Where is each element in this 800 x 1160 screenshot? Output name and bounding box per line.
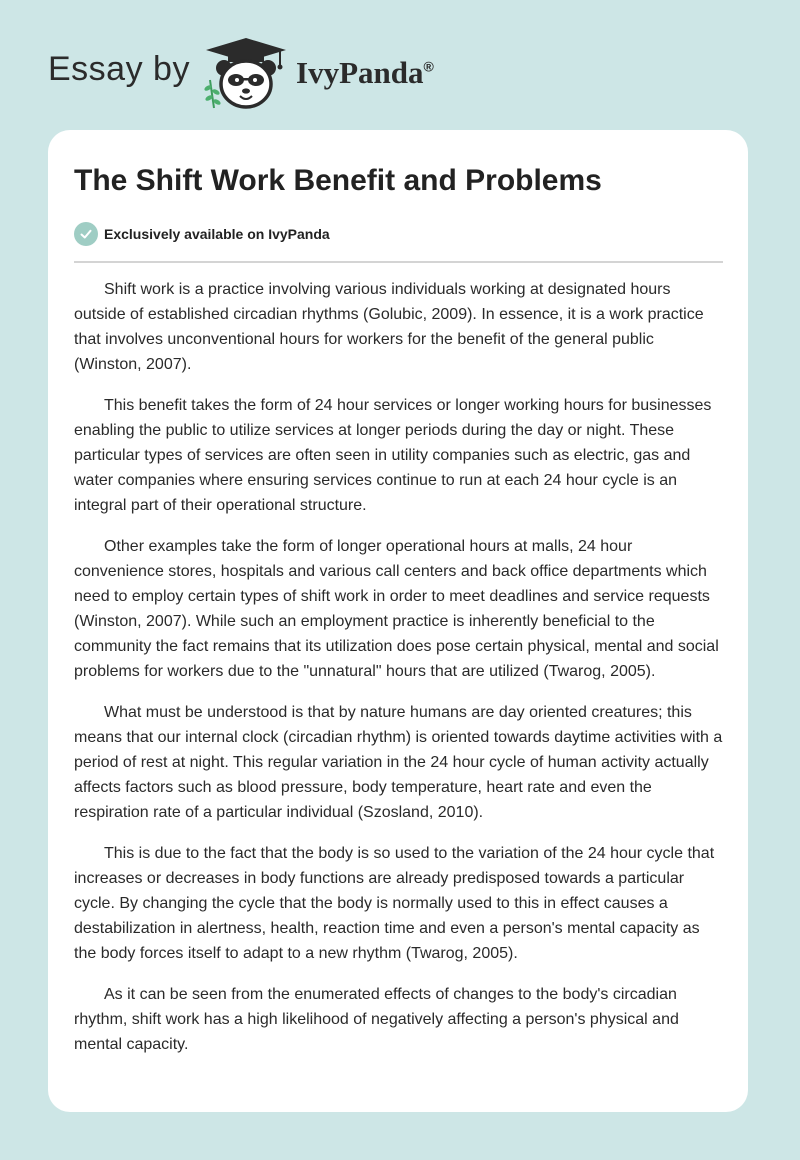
check-circle-icon <box>74 222 98 246</box>
page-title: The Shift Work Benefit and Problems <box>74 164 602 197</box>
paragraph: This is due to the fact that the body is so used to the variation of the 24 hour cycle that increases or decreases in body functions are already predisposed towards a particular cycle. By changing the cycle that the body is normally used to this in effect causes a destabilization in alertness, health, reaction time and even a person's mental capacity as the body forces itself to adapt to a new rhythm (Twarog, 2005). <box>74 845 715 962</box>
exclusive-badge-label: Exclusively available on IvyPanda <box>104 226 330 242</box>
article-body <box>74 277 724 1073</box>
article-card <box>48 130 748 1112</box>
paragraph: As it can be seen from the enumerated effects of changes to the body's circadian rhythm, shift work has a high likelihood of negatively affecting a person's physical and mental capacity. <box>74 986 679 1053</box>
registered-mark: ® <box>423 58 434 75</box>
paragraph: Other examples take the form of longer operational hours at malls, 24 hour convenience stores, hospitals and various call centers and back office departments which need to employ certain types of shift work in order to meet deadlines and service requests (Winston, 2007). While such an employment practice is inherently beneficial to the community the fact remains that its utilization does pose certain physical, mental and social problems for workers due to the "unnatural" hours that are utilized (Twarog, 2005). <box>74 538 719 680</box>
divider <box>74 261 723 263</box>
exclusive-badge <box>74 222 330 246</box>
paragraph: This benefit takes the form of 24 hour services or longer working hours for businesses enabling the public to utilize services at longer periods during the day or night. These particular types of services are often seen in utility companies such as electric, gas and water companies where ensuring services continue to run at each 24 hour cycle is an integral part of their operational structure. <box>74 397 712 514</box>
paragraph: What must be understood is that by nature humans are day oriented creatures; this means that our internal clock (circadian rhythm) is oriented towards daytime activities with a period of rest at night. This regular variation in the 24 hour cycle of human activity actually affects factors such as blood pressure, body temperature, heart rate and even the respiration rate of a particular individual (Szosland, 2010). <box>74 704 723 821</box>
panda-graduate-icon[interactable] <box>200 36 292 110</box>
paragraph: Shift work is a practice involving various individuals working at designated hours outside of established circadian rhythms (Golubic, 2009). In essence, it is a work practice that involves unconventional hours for workers for the benefit of the general public (Winston, 2007). <box>74 281 704 373</box>
site-header <box>0 0 800 120</box>
brand-name[interactable]: IvyPanda® <box>296 55 434 90</box>
essay-by-label: Essay by <box>48 50 190 88</box>
